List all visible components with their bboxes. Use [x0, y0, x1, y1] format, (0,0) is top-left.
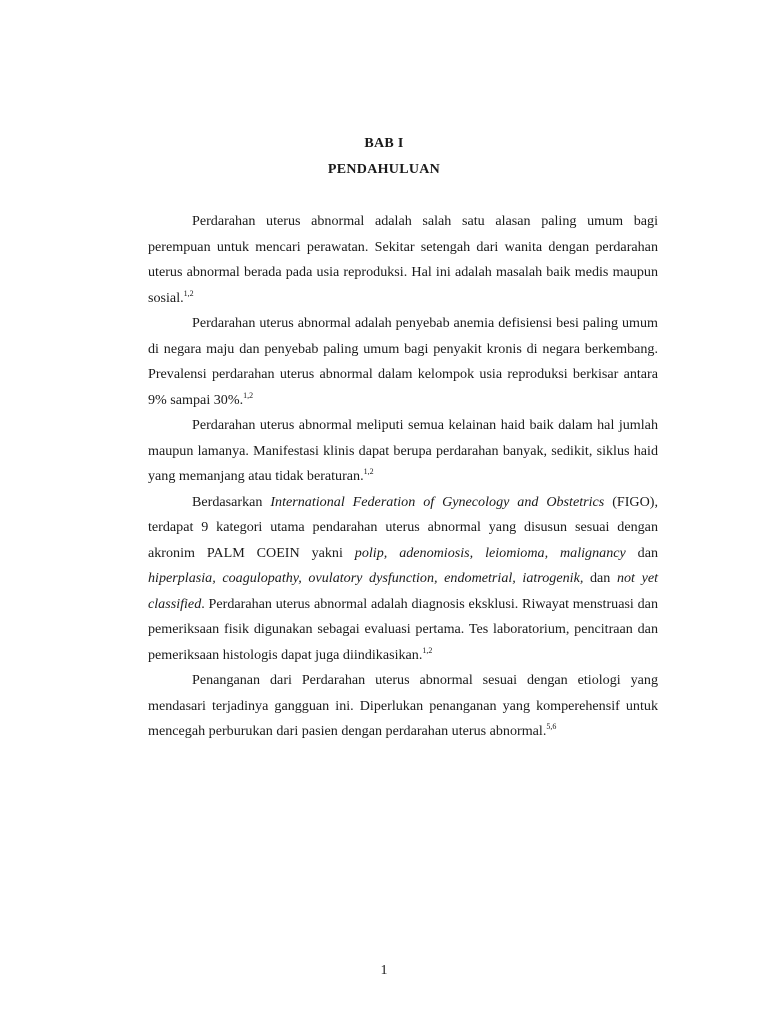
- italic-term: polip, adenomiosis, leiomioma, malignancy: [354, 544, 626, 561]
- citation-reference: 1,2: [422, 645, 433, 655]
- text-run: dan: [625, 544, 659, 561]
- text-run: Perdarahan uterus abnormal adalah penyebab anemia defisiensi besi paling umum di negara maju dan penyebab paling umum bagi penyakit kronis di negara berkembang. Prevalensi perdarahan uterus abnormal dalam kelompok usia reproduksi berkisar antara 9% sampai 30%.: [148, 315, 658, 408]
- text-run: . Perdarahan uterus abnormal adalah diagnosis eksklusi. Riwayat menstruasi dan pemeriksaan fisik digunakan sebagai evaluasi pertama. Tes laboratorium, pencitraan dan pemeriksaan histologis dapat juga diindikasikan.: [148, 595, 658, 663]
- text-run: dan: [583, 570, 617, 586]
- text-run: Berdasarkan: [192, 493, 271, 510]
- citation-reference: 5,6: [546, 722, 557, 731]
- citation-reference: 1,2: [183, 288, 194, 298]
- italic-term: International Federation of Gynecology and Obstetrics: [270, 493, 605, 510]
- chapter-title: PENDAHULUAN: [327, 162, 441, 177]
- text-run: Perdarahan uterus abnormal adalah salah satu alasan paling umum bagi perempuan untuk mencari perawatan. Sekitar setengah dari wanita dengan perdarahan uterus abnormal berada pada usia reproduksi. Hal ini adalah masalah baik medis maupun sosial.: [148, 213, 658, 306]
- italic-term: not yet classified: [148, 570, 659, 612]
- text-run: Penanganan dari Perdarahan uterus abnormal sesuai dengan etiologi yang mendasari terjadinya gangguan ini. Diperlukan penanganan yang komperehensif untuk mencegah perburukan dari pasien dengan perdarahan uterus abnormal.: [148, 672, 658, 739]
- paragraph: [148, 209, 658, 311]
- citation-reference: 1,2: [363, 467, 374, 476]
- paragraph: [148, 413, 658, 490]
- citation-reference: 1,2: [243, 390, 254, 400]
- text-run: (FIGO), terdapat 9 kategori utama pendarahan uterus abnormal yang disusun sesuai dengan akronim PALM COEIN yakni: [148, 493, 658, 561]
- chapter-number: BAB I: [364, 136, 404, 151]
- paragraph: [148, 490, 658, 669]
- italic-term: hiperplasia, coagulopathy, ovulatory dysfunction, endometrial, iatrogenik,: [148, 570, 584, 586]
- body-text: [148, 209, 658, 745]
- paragraph: [148, 311, 658, 413]
- paragraph: [148, 668, 658, 745]
- text-run: Perdarahan uterus abnormal meliputi semua kelainan haid baik dalam hal jumlah maupun lamanya. Manifestasi klinis dapat berupa perdarahan banyak, sedikit, siklus haid yang memanjang atau tidak beraturan.: [148, 417, 658, 484]
- page-number: 1: [380, 963, 388, 978]
